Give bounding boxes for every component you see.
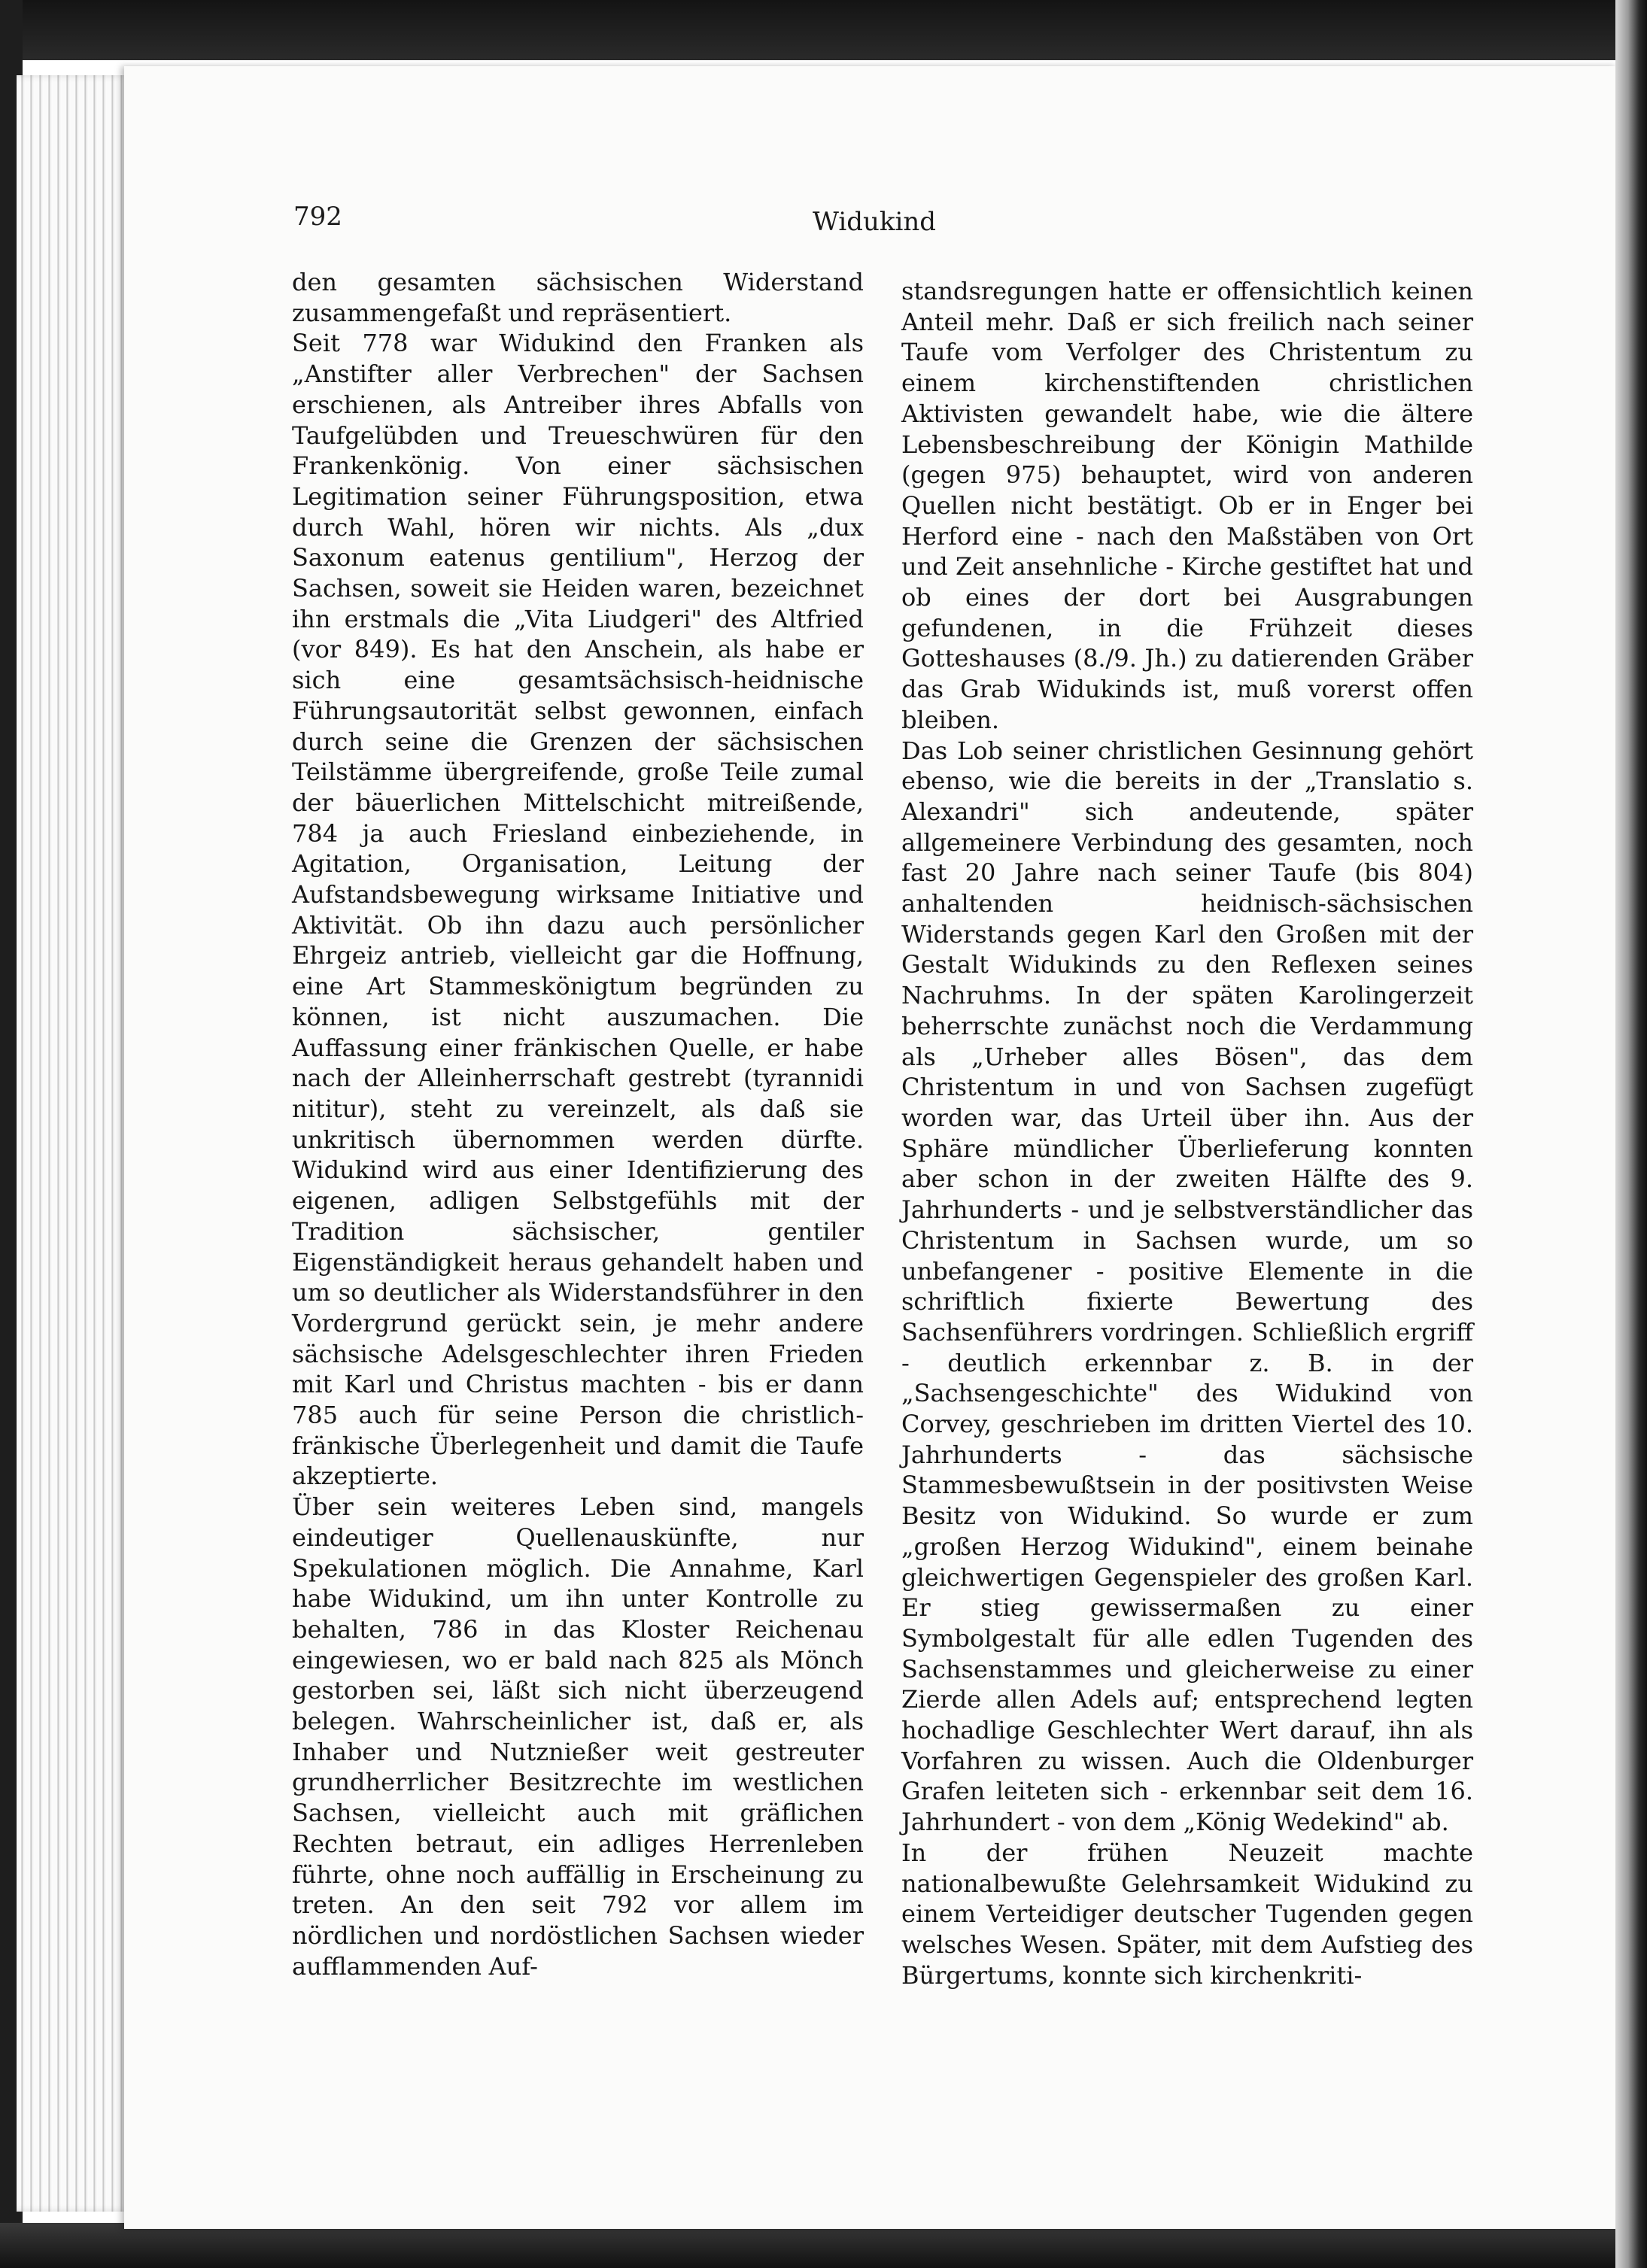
page-number: 792: [293, 202, 342, 232]
paragraph: Über sein weiteres Leben sind, mangels eindeutiger Quellenauskünfte, nur Spekulationen möglich. Die Annahme, Karl habe Widukind, um ihn unter Kontrolle zu behalten, 786 in das Kloster Reichenau eingewiesen, wo er bald nach 825 als Mönch gestorben sei, läßt sich nicht überzeugend belegen. Wahrscheinlicher ist, daß er, als Inhaber und Nutznießer weit gestreuter grundherrlicher Besitzrechte im westlichen Sachsen, vielleicht auch mit gräflichen Rechten betraut, ein adliges Herrenleben führte, ohne noch auffällig in Erscheinung zu treten. An den seit 792 vor allem im nördlichen und nordöstlichen Sachsen wieder aufflammenden Auf-: [292, 1492, 864, 1981]
left-text-column: [292, 267, 864, 1981]
book-page-edges: [17, 75, 129, 2212]
right-text-column: [901, 276, 1473, 1990]
scanner-frame-bottom: [0, 2223, 1647, 2268]
paragraph: Seit 778 war Widukind den Franken als „Anstifter aller Verbrechen" der Sachsen erschienen, als Antreiber ihres Abfalls von Taufgelübden und Treueschwüren für den Frankenkönig. Von einer sächsischen Legitimation seiner Führungsposition, etwa durch Wahl, hören wir nichts. Als „dux Saxonum eatenus gentilium", Herzog der Sachsen, soweit sie Heiden waren, bezeichnet ihn erstmals die „Vita Liudgeri" des Altfried (vor 849). Es hat den Anschein, als habe er sich eine gesamtsächsisch-heidnische Führungsautorität selbst gewonnen, einfach durch seine die Grenzen der sächsischen Teilstämme übergreifende, große Teile zumal der bäuerlichen Mittelschicht mitreißende, 784 ja auch Friesland einbeziehende, in Agitation, Organisation, Leitung der Aufstandsbewegung wirksame Initiative und Aktivität. Ob ihn dazu auch persönlicher Ehrgeiz antrieb, vielleicht gar die Hoffnung, eine Art Stammeskönigtum begründen zu können, ist nicht auszumachen. Die Auffassung einer fränkischen Quelle, er habe nach der Alleinherrschaft gestrebt (tyrannidi nititur), steht zu vereinzelt, als daß sie unkritisch übernommen werden dürfte. Widukind wird aus einer Identifizierung des eigenen, adligen Selbstgefühls mit der Tradition sächsischer, gentiler Eigenständigkeit heraus gehandelt haben und um so deutlicher als Widerstandsführer in den Vordergrund gerückt sein, je mehr andere sächsische Adelsgeschlechter ihren Frieden mit Karl und Christus machten - bis er dann 785 auch für seine Person die christlich-fränkische Überlegenheit und damit die Taufe akzeptierte.: [292, 329, 864, 1491]
scanner-frame-right: [1615, 0, 1647, 2268]
paragraph: standsregungen hatte er offensichtlich keinen Anteil mehr. Daß er sich freilich nach seiner Taufe vom Verfolger des Christentum zu einem kirchenstiftenden christlichen Aktivisten gewandelt habe, wie die ältere Lebensbeschreibung der Königin Mathilde (gegen 975) behauptet, wird von anderen Quellen nicht bestätigt. Ob er in Enger bei Herford eine - nach den Maßstäben von Ort und Zeit ansehnliche - Kirche gestiftet hat und ob eines der dort bei Ausgrabungen gefundenen, in die Frühzeit dieses Gotteshauses (8./9. Jh.) zu datierenden Gräber das Grab Widukinds ist, muß vorerst offen bleiben.: [901, 277, 1473, 734]
paragraph: Das Lob seiner christlichen Gesinnung gehört ebenso, wie die bereits in der „Translatio s. Alexandri" sich andeutende, später allgemeinere Verbindung des gesamten, noch fast 20 Jahre nach seiner Taufe (bis 804) anhaltenden heidnisch-sächsischen Widerstands gegen Karl den Großen mit der Gestalt Widukinds zu den Reflexen seines Nachruhms. In der späten Karolingerzeit beherrschte zunächst noch die Verdammung als „Urheber alles Bösen", das dem Christentum in und von Sachsen zugefügt worden war, das Urteil über ihn. Aus der Sphäre mündlicher Überlieferung konnten aber schon in der zweiten Hälfte des 9. Jahrhunderts - und je selbstverständlicher das Christentum in Sachsen wurde, um so unbefangener - positive Elemente in die schriftlich fixierte Bewertung des Sachsenführers vordringen. Schließlich ergriff - deutlich erkennbar z. B. in der „Sachsengeschichte" des Widukind von Corvey, geschrieben im dritten Viertel des 10. Jahrhunderts - das sächsische Stammesbewußtsein in der positivsten Weise Besitz von Widukind. So wurde er zum „großen Herzog Widukind", einem beinahe gleichwertigen Gegenspieler des großen Karl. Er stieg gewissermaßen zu einer Symbolgestalt für alle edlen Tugenden des Sachsenstammes und gleicherweise zu einer Zierde allen Adels auf; entsprechend legten hochadlige Geschlechter Wert darauf, ihn als Vorfahren zu wissen. Auch die Oldenburger Grafen leiteten sich - erkennbar seit dem 16. Jahrhundert - von dem „König Wedekind" ab.: [901, 736, 1473, 1837]
scanner-frame-top: [0, 0, 1647, 60]
paragraph: den gesamten sächsischen Widerstand zusammengefaßt und repräsentiert.: [292, 268, 864, 327]
running-title: Widukind: [813, 207, 937, 237]
paragraph: In der frühen Neuzeit machte nationalbewußte Gelehrsamkeit Widukind zu einem Verteidiger deutscher Tugenden gegen welsches Wesen. Später, mit dem Aufstieg des Bürgertums, konnte sich kirchenkriti-: [901, 1838, 1473, 1990]
